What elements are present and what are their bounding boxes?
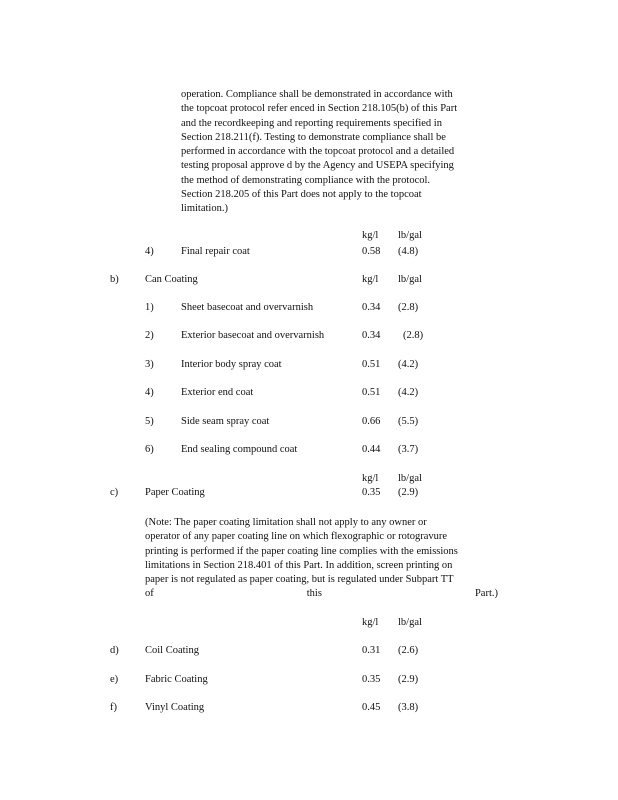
can-item-number: 1) (145, 302, 154, 313)
paper-lb: (2.9) (398, 487, 419, 498)
final-repair-kg: 0.58 (362, 246, 381, 257)
intro-line: the method of demonstrating compliance with the protocol. (181, 174, 431, 186)
unit-lb-header: lb/gal (398, 230, 422, 241)
fabric-lb: (2.9) (398, 674, 419, 685)
vinyl-letter: f) (110, 702, 117, 713)
can-item-lb: (4.2) (398, 387, 419, 398)
unit-kg-header: kg/l (362, 230, 379, 241)
can-item-kg: 0.51 (362, 387, 381, 398)
intro-line: and the recordkeeping and reporting requirements specified in (181, 117, 442, 129)
unit-lb-header: lb/gal (398, 274, 422, 285)
can-item-kg: 0.44 (362, 444, 381, 455)
intro-line: performed in accordance with the topcoat protocol and a detailed (181, 146, 455, 158)
unit-lb-header: lb/gal (398, 617, 422, 628)
note-line: of this Part.) (145, 588, 498, 600)
unit-lb-header: lb/gal (398, 473, 422, 484)
note-line: paper is not regulated as paper coating, but is regulated under Subpart TT (145, 574, 454, 586)
fabric-kg: 0.35 (362, 674, 381, 685)
can-item-number: 5) (145, 416, 154, 427)
can-item-label: Interior body spray coat (181, 359, 282, 370)
intro-line: limitation.) (181, 203, 228, 215)
coil-letter: d) (110, 645, 119, 656)
can-item-label: Exterior end coat (181, 387, 254, 398)
intro-paragraph (181, 88, 493, 231)
can-item-kg: 0.34 (362, 302, 381, 313)
intro-line: the topcoat protocol refer enced in Section 218.105(b) of this Part (181, 103, 458, 115)
can-item-label: Exterior basecoat and overvarnish (181, 330, 325, 341)
final-repair-lb: (4.8) (398, 246, 419, 257)
coil-lb: (2.6) (398, 645, 419, 656)
paper-letter: c) (110, 487, 119, 498)
note-line: operator of any paper coating line on which flexographic or rotogravure (145, 531, 448, 543)
coil-label: Coil Coating (145, 645, 199, 656)
intro-line: Section 218.205 of this Part does not apply to the topcoat (181, 189, 422, 201)
can-item-kg: 0.66 (362, 416, 381, 427)
vinyl-label: Vinyl Coating (145, 702, 205, 713)
can-item-lb: (2.8) (403, 330, 424, 341)
can-item-kg: 0.51 (362, 359, 381, 370)
paper-title: Paper Coating (145, 487, 205, 498)
paper-kg: 0.35 (362, 487, 381, 498)
vinyl-lb: (3.8) (398, 702, 419, 713)
can-item-number: 2) (145, 330, 154, 341)
can-item-number: 3) (145, 359, 154, 370)
final-repair-label: Final repair coat (181, 246, 250, 257)
can-item-lb: (5.5) (398, 416, 419, 427)
can-letter: b) (110, 274, 119, 285)
fabric-label: Fabric Coating (145, 674, 208, 685)
note-line: limitations in Section 218.401 of this Part. In addition, screen printing on (145, 559, 453, 571)
fabric-letter: e) (110, 674, 119, 685)
intro-line: testing proposal approve d by the Agency and USEPA specifying (181, 160, 454, 172)
intro-line: Section 218.211(f). Testing to demonstrate compliance shall be (181, 131, 446, 143)
can-title: Can Coating (145, 274, 198, 285)
intro-line: operation. Compliance shall be demonstrated in accordance with (181, 89, 453, 100)
unit-kg-header: kg/l (362, 617, 379, 628)
unit-kg-header: kg/l (362, 274, 379, 285)
unit-kg-header: kg/l (362, 473, 379, 484)
vinyl-kg: 0.45 (362, 702, 381, 713)
can-item-lb: (3.7) (398, 444, 419, 455)
can-item-label: End sealing compound coat (181, 444, 298, 455)
note-line: (Note: The paper coating limitation shall not apply to any owner or (145, 517, 427, 528)
can-item-number: 6) (145, 444, 154, 455)
can-item-kg: 0.34 (362, 330, 381, 341)
final-repair-number: 4) (145, 246, 154, 257)
can-item-lb: (4.2) (398, 359, 419, 370)
coil-kg: 0.31 (362, 645, 381, 656)
can-item-lb: (2.8) (398, 302, 419, 313)
can-item-number: 4) (145, 387, 154, 398)
can-item-label: Sheet basecoat and overvarnish (181, 302, 314, 313)
paper-note (145, 516, 498, 616)
can-item-label: Side seam spray coat (181, 416, 270, 427)
note-line: printing is performed if the paper coating line complies with the emissions (145, 545, 458, 557)
